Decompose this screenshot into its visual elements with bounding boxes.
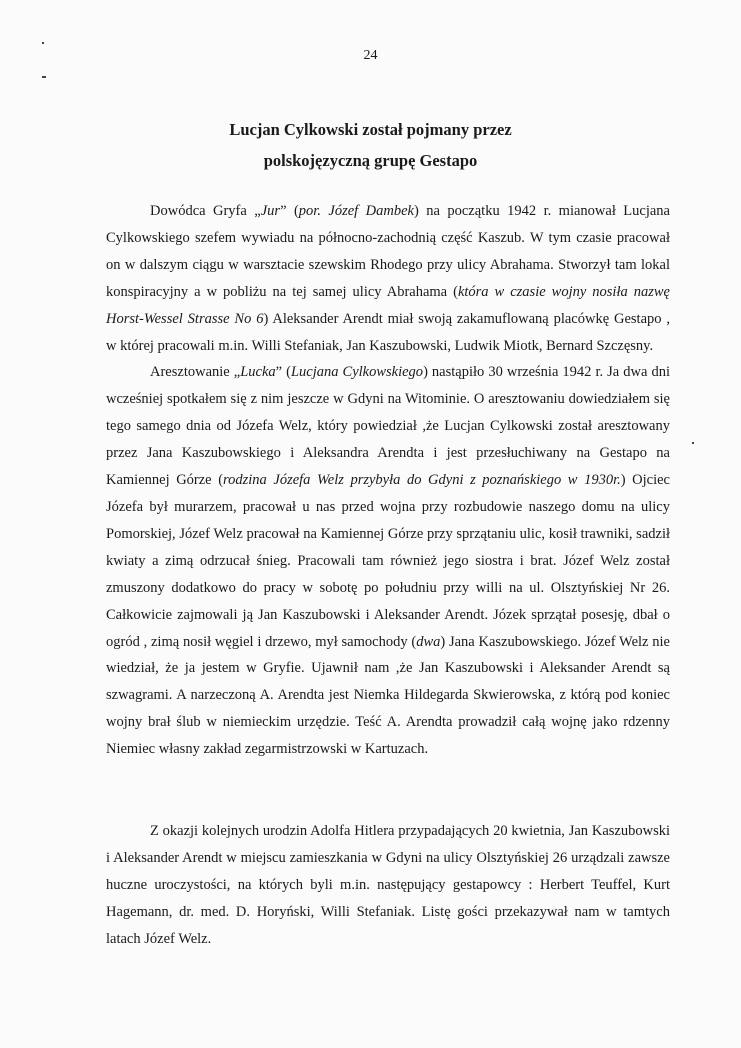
text-run: ” ( — [275, 364, 291, 381]
text-run: ) Jana Kaszubowskiego. Józef Welz nie wiedział, że ja jestem w Gryfie. Ujawnił nam ,że Jan Kaszubowski i Aleksander Arendt są szwagrami. A narzeczoną A. Arendta jest Niemka Hildegarda Skwierowska, z którą pod koniec wojny brał ślub w niemieckim urzędzie. Teść A. Arendta prowadził całą wojnę jako rdzenny Niemiec własny zakład zegarmistrzowski w Kartuzach. — [106, 633, 670, 758]
paragraph — [106, 198, 670, 359]
italic-text: Lucjana Cylkowskiego — [290, 364, 424, 381]
text-run: Aresztowanie „ — [150, 364, 241, 381]
italic-text: por. Józef Dambek — [298, 203, 414, 219]
title-line-2: polskojęzyczną grupę Gestapo — [263, 151, 478, 170]
italic-text: Lucka — [240, 364, 276, 381]
scan-speck — [692, 442, 694, 444]
italic-text: rodzina Józefa Welz przybyła do Gdyni z poznańskiego w 1930r. — [223, 472, 621, 489]
italic-text: która w czasie wojny nosiła nazwę Horst-Wessel Strasse No 6 — [106, 283, 670, 327]
text-run: ” ( — [280, 203, 299, 219]
scan-speck — [42, 42, 44, 44]
body-text-lower — [106, 818, 670, 953]
paragraph — [106, 359, 670, 763]
text-run: ) na początku 1942 r. mianował Lucjana Cylkowskiego szefem wywiadu na północno-zachodnią część Kaszub. W tym czasie pracował on w dalszym ciągu w warsztacie szewskim Rhodego przy ulicy Abrahama. Stworzył tam lokal konspiracyjny a w pobliżu na tej samej ulicy Abrahama ( — [106, 203, 670, 300]
italic-text: Jur — [260, 203, 281, 219]
text-run: Dowódca Gryfa „ — [150, 203, 261, 219]
text-run: ) Ojciec Józefa był murarzem, pracował u nas przed wojna przy rozbudowie naszego domu na ulicy Pomorskiej, Józef Welz pracował na Kamiennej Górze przy sprzątaniu ulic, kosił trawniki, sadził kwiaty a zimą odrzucał śnieg. Pracowali tam również jego siostra i brat. Józef Welz został zmuszony dodatkowo do pracy w sobotę po południu przy willi na ul. Olsztyńskiej Nr 26. Całkowicie zajmowali ją Jan Kaszubowski i Aleksander Arendt. Józek sprzątał posesję, dbał o ogród , zimą nosił węgiel i drzewo, mył samochody ( — [106, 472, 670, 650]
page-number: 24 — [363, 48, 378, 63]
body-text-upper — [106, 198, 670, 763]
paragraph — [106, 818, 670, 953]
text-run: ) nastąpiło 30 września 1942 r. Ja dwa dni wcześniej spotkałem się z nim jeszcze w Gdyni na Witominie. O aresztowaniu dowiedziałem się tego samego dnia od Józefa Welz, który powiedział ,że Lucjan Cylkowski został aresztowany przez Jana Kaszubowskiego i Aleksandra Arendta i jest przesłuchiwany na Gestapo na Kamiennej Górze ( — [106, 364, 670, 489]
italic-text: dwa — [416, 633, 441, 650]
scan-speck — [42, 76, 46, 78]
title-line-1: Lucjan Cylkowski został pojmany przez — [229, 120, 512, 139]
text-run: Z okazji kolejnych urodzin Adolfa Hitlera przypadających 20 kwietnia, Jan Kaszubowski i Aleksander Arendt w miejscu zamieszkania w Gdyni na ulicy Olsztyńskiej 26 urządzali zawsze huczne uroczystości, na których byli m.in. następujący gestapowcy : Herbert Teuffel, Kurt Hagemann, dr. med. D. Horyński, Willi Stefaniak. Listę gości przekazywał nam w tamtych latach Józef Welz. — [106, 823, 670, 947]
text-run: ) Aleksander Arendt miał swoją zakamuflowaną placówkę Gestapo , w której pracowali m.in. Willi Stefaniak, Jan Kaszubowski, Ludwik Miotk, Bernard Szczęsny. — [106, 310, 670, 354]
chapter-title — [0, 114, 741, 176]
